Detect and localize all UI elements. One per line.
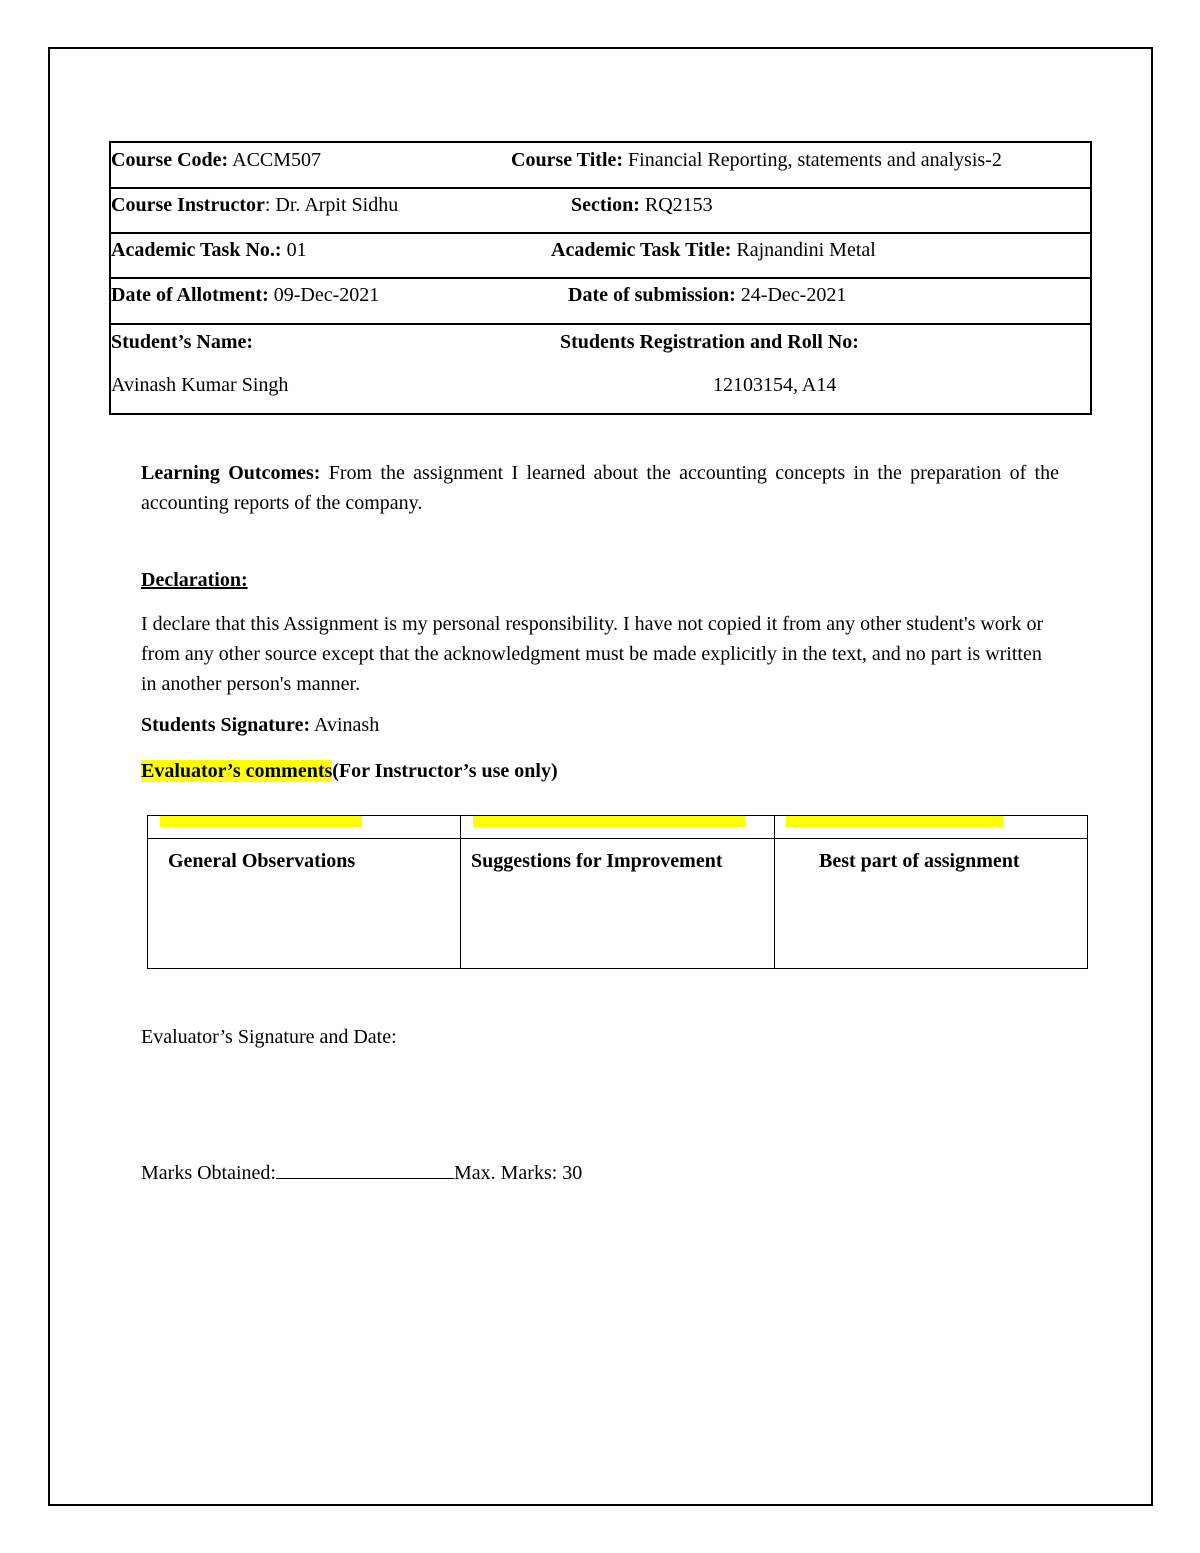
table-header-line — [148, 838, 1087, 839]
max-marks: Max. Marks: 30 — [453, 1162, 583, 1184]
marks-blank — [276, 1158, 454, 1179]
students-signature: Students Signature: Avinash — [141, 714, 380, 736]
learning-outcomes: Learning Outcomes: From the assignment I learned about the accounting concepts in the preparation of the accounting reports of the company. — [141, 462, 1059, 514]
declaration-text: I declare that this Assignment is my personal responsibility. I have not copied it from any other student's work or from any other source except that the acknowledgment must be made explicitly in the text, and no part is written in another person's manner. — [141, 613, 1044, 695]
highlight-bar — [786, 816, 1003, 827]
student-name: Avinash Kumar Singh — [111, 374, 289, 396]
marks-obtained-label: Marks Obtained: — [141, 1162, 276, 1184]
evaluator-table — [147, 815, 1088, 969]
column-suggestions: Suggestions for Improvement — [471, 850, 723, 872]
course-instructor: Course Instructor: Dr. Arpit Sidhu — [111, 194, 399, 216]
column-divider — [460, 816, 461, 968]
academic-task-title: Academic Task Title: Rajnandini Metal — [551, 239, 876, 261]
section: Section: RQ2153 — [571, 194, 713, 216]
declaration-heading: Declaration: — [141, 569, 248, 591]
registration-number: 12103154, A14 — [713, 374, 837, 396]
marks-line — [141, 1158, 582, 1185]
highlight-bar — [473, 816, 745, 827]
column-best-part: Best part of assignment — [819, 850, 1020, 872]
date-of-allotment: Date of Allotment: 09-Dec-2021 — [111, 284, 380, 306]
registration-label: Students Registration and Roll No: — [560, 331, 859, 353]
evaluator-signature-date: Evaluator’s Signature and Date: — [141, 1026, 397, 1048]
highlight-bar — [160, 816, 362, 827]
evaluator-comments: Evaluator’s comments(For Instructor’s use only) — [141, 760, 558, 782]
academic-task-no: Academic Task No.: 01 — [111, 239, 307, 261]
student-name-label: Student’s Name: — [111, 331, 254, 353]
column-divider — [774, 816, 775, 968]
column-general-observations: General Observations — [168, 850, 356, 872]
date-of-submission: Date of submission: 24-Dec-2021 — [568, 284, 847, 306]
course-title: Course Title: Financial Reporting, statements and analysis-2 — [511, 149, 1002, 171]
course-code: Course Code: ACCM507 — [111, 149, 322, 171]
